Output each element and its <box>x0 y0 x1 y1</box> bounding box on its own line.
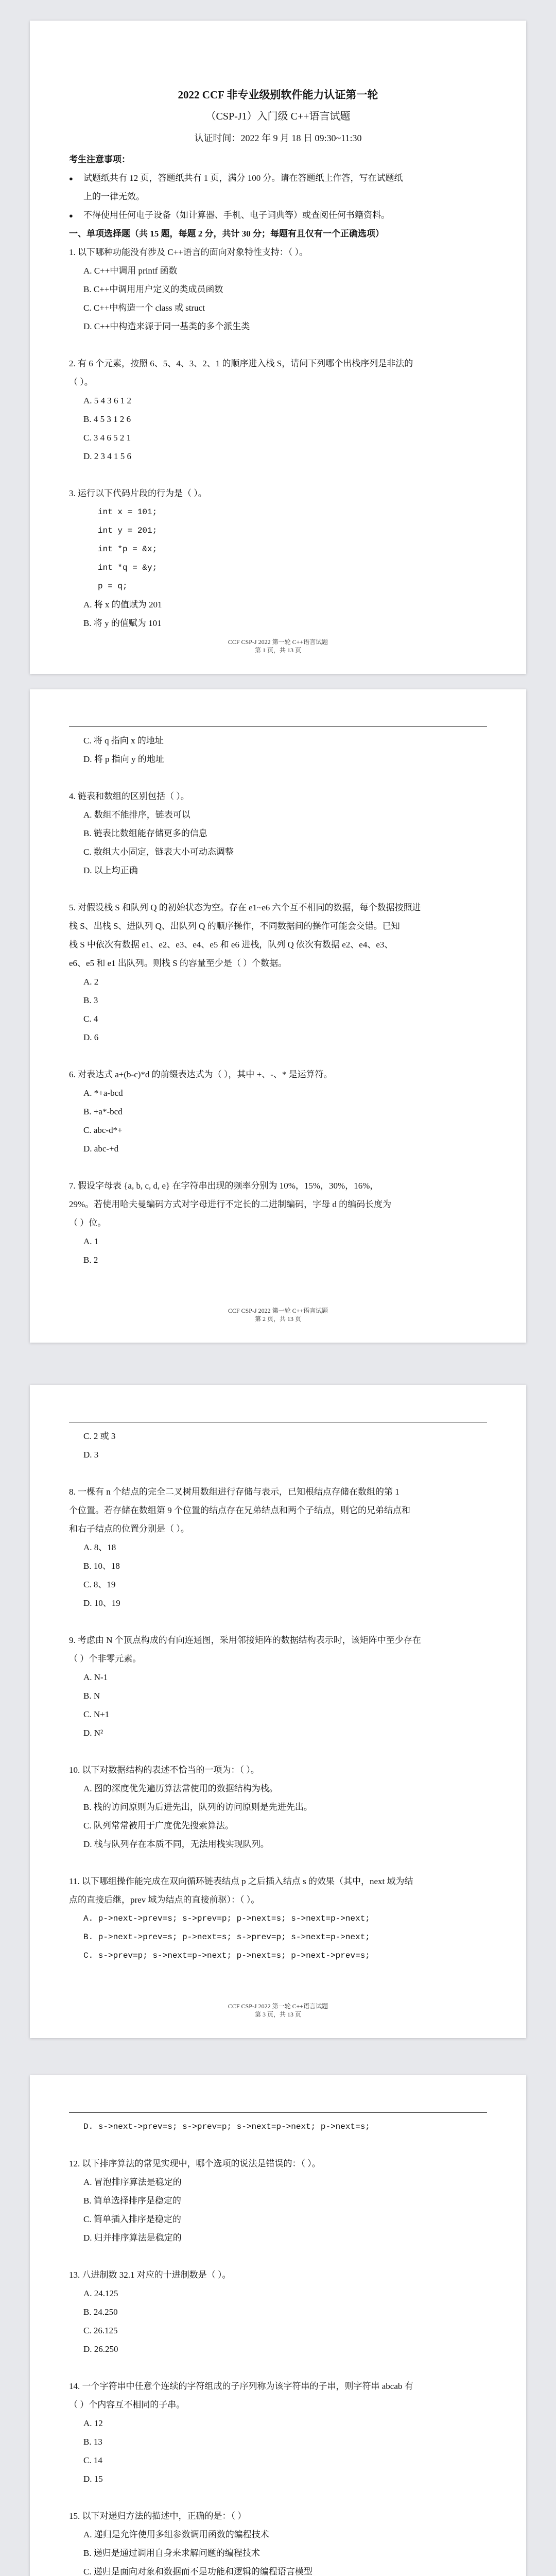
text-line: B. 栈的访问原则为后进先出，队列的访问原则是先进先出。 <box>83 1802 312 1812</box>
title-line: 2022 CCF 非专业级别软件能力认证第一轮 <box>178 89 378 101</box>
text-line: D. 栈与队列存在本质不同，无法用栈实现队列。 <box>83 1839 269 1849</box>
text-line: A. 12 <box>83 2418 103 2428</box>
text-line: 15. 以下对递归方法的描述中，正确的是：（ ） <box>69 2511 247 2521</box>
text-line: A. 递归是允许使用多组参数调用函数的编程技术 <box>83 2530 269 2539</box>
text-line: B. +a*-bcd <box>83 1107 123 1116</box>
title-line: 认证时间：2022 年 9 月 18 日 09:30~11:30 <box>194 133 362 143</box>
text-line: 14. 一个字符串中任意个连续的字符组成的子序列称为该字符串的子串，则字符串 abcab 有 <box>69 2381 413 2391</box>
code-line: p = q; <box>98 582 128 591</box>
header-rule <box>69 2112 487 2113</box>
text-line: e6、e5 和 e1 出队列。则栈 S 的容量至少是（ ）个数据。 <box>69 958 287 968</box>
text-line: C. 2 或 3 <box>83 1431 116 1441</box>
text-line: A. 24.125 <box>83 2289 118 2298</box>
text-line: 7. 假设字母表 {a, b, c, d, e} 在字符串出现的频率分别为 10%，15%，30%，16%， <box>69 1181 379 1191</box>
text-line: C. 将 q 指向 x 的地址 <box>83 736 164 745</box>
code-line: int *q = &y; <box>98 563 158 572</box>
text-line: 栈 S、出栈 S、进队列 Q、出队列 Q 的顺序操作，不同数据间的操作可能会交错。已知 <box>69 921 400 931</box>
text-line: B. 链表比数组能存储更多的信息 <box>83 828 207 838</box>
text-line: C. 8、19 <box>83 1580 116 1589</box>
text-line: C. 队列常常被用于广度优先搜索算法。 <box>83 1821 234 1831</box>
text-line: A. 将 x 的值赋为 201 <box>83 600 162 609</box>
text-line: 考生注意事项： <box>69 155 130 164</box>
text-line: A. N-1 <box>83 1672 108 1682</box>
text-line: D. 3 <box>83 1450 99 1460</box>
text-line: B. N <box>83 1691 100 1701</box>
page-footer <box>69 638 487 654</box>
text-line: D. 6 <box>83 1032 99 1042</box>
text-line: 29%。若使用哈夫曼编码方式对字母进行不定长的二进制编码，字母 d 的编码长度为 <box>69 1199 392 1209</box>
text-line: A. 2 <box>83 977 99 987</box>
text-line: （ ）个非零元素。 <box>69 1654 142 1664</box>
text-line: 10. 以下对数据结构的表述不恰当的一项为：（ ）。 <box>69 1765 259 1775</box>
text-line: 个位置。若存储在数组第 9 个位置的结点存在兄弟结点和两个子结点，则它的兄弟结点和 <box>69 1505 410 1515</box>
footer-title: CCF CSP-J 2022 第一轮 C++语言试题 <box>228 2003 328 2010</box>
page-footer <box>69 2002 487 2019</box>
exam-page <box>30 21 526 674</box>
text-line: C. 26.125 <box>83 2326 118 2335</box>
text-line: B. 2 <box>83 1255 98 1265</box>
text-line: 上的一律无效。 <box>83 192 145 201</box>
text-line: 11. 以下哪组操作能完成在双向循环链表结点 p 之后插入结点 s 的效果（其中，next 域为结 <box>69 1876 413 1886</box>
text-line: D. 将 p 指向 y 的地址 <box>83 754 164 764</box>
text-line: B. 13 <box>83 2437 102 2447</box>
code-line: A. p->next->prev=s; s->prev=p; p->next=s; s->next=p->next; <box>83 1914 370 1923</box>
text-line: C. 14 <box>83 2455 102 2465</box>
code-line: B. p->next->prev=s; p->next=s; s->prev=p; s->next=p->next; <box>83 1933 370 1942</box>
text-line: D. 15 <box>83 2474 103 2484</box>
text-line: D. N² <box>83 1728 103 1738</box>
text-line: （ ）。 <box>69 377 93 387</box>
text-line: 2. 有 6 个元素，按照 6、5、4、3、2、1 的顺序进入栈 S，请问下列哪个出栈序列是非法的 <box>69 359 413 368</box>
text-line: 点的直接后继，prev 域为结点的直接前驱）：（ ）。 <box>69 1895 260 1905</box>
exam-page <box>30 689 526 1343</box>
text-line: ● 不得使用任何电子设备（如计算器、手机、电子词典等）或查阅任何书籍资料。 <box>69 208 487 223</box>
text-line: A. 8、18 <box>83 1543 116 1552</box>
text-line: D. 以上均正确 <box>83 866 138 875</box>
text-line: D. 10、19 <box>83 1598 120 1608</box>
code-line: int x = 101; <box>98 507 158 517</box>
text-line: 12. 以下排序算法的常见实现中，哪个选项的说法是错误的：（ ）。 <box>69 2159 321 2168</box>
code-line: C. s->prev=p; s->next=p->next; p->next=s; p->next->prev=s; <box>83 1951 370 1960</box>
text-line: D. 归并排序算法是稳定的 <box>83 2233 182 2243</box>
text-line: 9. 考虑由 N 个顶点构成的有向连通图，采用邻接矩阵的数据结构表示时，该矩阵中至少存在 <box>69 1635 421 1645</box>
text-line: C. 3 4 6 5 2 1 <box>83 433 131 443</box>
text-line: 13. 八进制数 32.1 对应的十进制数是（ ）。 <box>69 2270 231 2280</box>
text-line: 3. 运行以下代码片段的行为是（ ）。 <box>69 488 207 498</box>
text-line: 和右子结点的位置分别是（ ）。 <box>69 1524 189 1534</box>
text-line: 6. 对表达式 a+(b-c)*d 的前缀表达式为（ ），其中 +、-、* 是运算符。 <box>69 1070 333 1079</box>
text-line: 一、单项选择题（共 15 题，每题 2 分，共计 30 分；每题有且仅有一个正确选项） <box>69 229 384 239</box>
footer-page-number: 第 2 页，共 13 页 <box>254 1315 301 1323</box>
footer-title: CCF CSP-J 2022 第一轮 C++语言试题 <box>228 1307 328 1314</box>
text-line: C. N+1 <box>83 1709 110 1719</box>
text-line: C. C++中构造一个 class 或 struct <box>83 303 205 313</box>
text-line: 4. 链表和数组的区别包括（ ）。 <box>69 791 189 801</box>
exam-page <box>30 1385 526 2038</box>
text-line: A. 数组不能排序，链表可以 <box>83 810 190 820</box>
text-line: B. 将 y 的值赋为 101 <box>83 618 162 628</box>
text-line: B. C++中调用用户定义的类成员函数 <box>83 284 223 294</box>
text-line: D. C++中构造来源于同一基类的多个派生类 <box>83 321 250 331</box>
text-line: B. 3 <box>83 995 98 1005</box>
footer-page-number: 第 1 页，共 13 页 <box>254 647 301 654</box>
text-line: C. 4 <box>83 1014 98 1024</box>
code-line: int y = 201; <box>98 526 158 535</box>
footer-page-number: 第 3 页，共 13 页 <box>254 2011 301 2018</box>
text-line: C. 简单插入排序是稳定的 <box>83 2214 181 2224</box>
text-line: A. 1 <box>83 1236 99 1246</box>
text-line: D. 26.250 <box>83 2344 118 2354</box>
footer-title: CCF CSP-J 2022 第一轮 C++语言试题 <box>228 638 328 646</box>
text-line: C. 数组大小固定，链表大小可动态调整 <box>83 847 234 857</box>
code-line: int *p = &x; <box>98 545 158 554</box>
text-line: D. abc-+d <box>83 1144 119 1154</box>
text-line: A. 图的深度优先遍历算法常使用的数据结构为栈。 <box>83 1784 278 1793</box>
text-line: C. 递归是面向对象和数据而不是功能和逻辑的编程语言模型 <box>83 2567 312 2576</box>
code-line: D. s->next->prev=s; s->prev=p; s->next=p->next; p->next=s; <box>83 2122 370 2131</box>
text-line: 8. 一棵有 n 个结点的完全二叉树用数组进行存储与表示，已知根结点存储在数组的第 1 <box>69 1487 399 1497</box>
text-line: A. 5 4 3 6 1 2 <box>83 396 132 405</box>
text-line: B. 递归是通过调用自身来求解问题的编程技术 <box>83 2548 260 2558</box>
text-line: 1. 以下哪种功能没有涉及 C++语言的面向对象特性支持：（ ）。 <box>69 247 308 257</box>
text-line: 栈 S 中依次有数据 e1、e2、e3、e4、e5 和 e6 进栈，队列 Q 依次有数据 e2、e4、e3、 <box>69 940 393 950</box>
exam-page <box>30 2075 526 2576</box>
text-line: ● 试题纸共有 12 页，答题纸共有 1 页，满分 100 分。请在答题纸上作答，写在试题纸 <box>69 171 487 186</box>
page-footer <box>69 1307 487 1323</box>
text-line: B. 10、18 <box>83 1561 120 1571</box>
text-line: 5. 对假设栈 S 和队列 Q 的初始状态为空。存在 e1~e6 六个互不相同的数据，每个数据按照进 <box>69 903 421 912</box>
text-line: （ ）位。 <box>69 1218 107 1228</box>
text-line: B. 简单选择排序是稳定的 <box>83 2196 181 2206</box>
text-line: A. *+a-bcd <box>83 1088 123 1098</box>
header-rule <box>69 726 487 727</box>
text-line: B. 4 5 3 1 2 6 <box>83 414 131 424</box>
text-line: （ ）个内容互不相同的子串。 <box>69 2400 185 2410</box>
text-line: C. abc-d*+ <box>83 1125 123 1135</box>
text-line: A. C++中调用 printf 函数 <box>83 266 178 276</box>
text-line: A. 冒泡排序算法是稳定的 <box>83 2177 182 2187</box>
text-line: B. 24.250 <box>83 2307 118 2317</box>
title-line: （CSP-J1）入门级 C++语言试题 <box>205 111 351 122</box>
text-line: D. 2 3 4 1 5 6 <box>83 451 132 461</box>
